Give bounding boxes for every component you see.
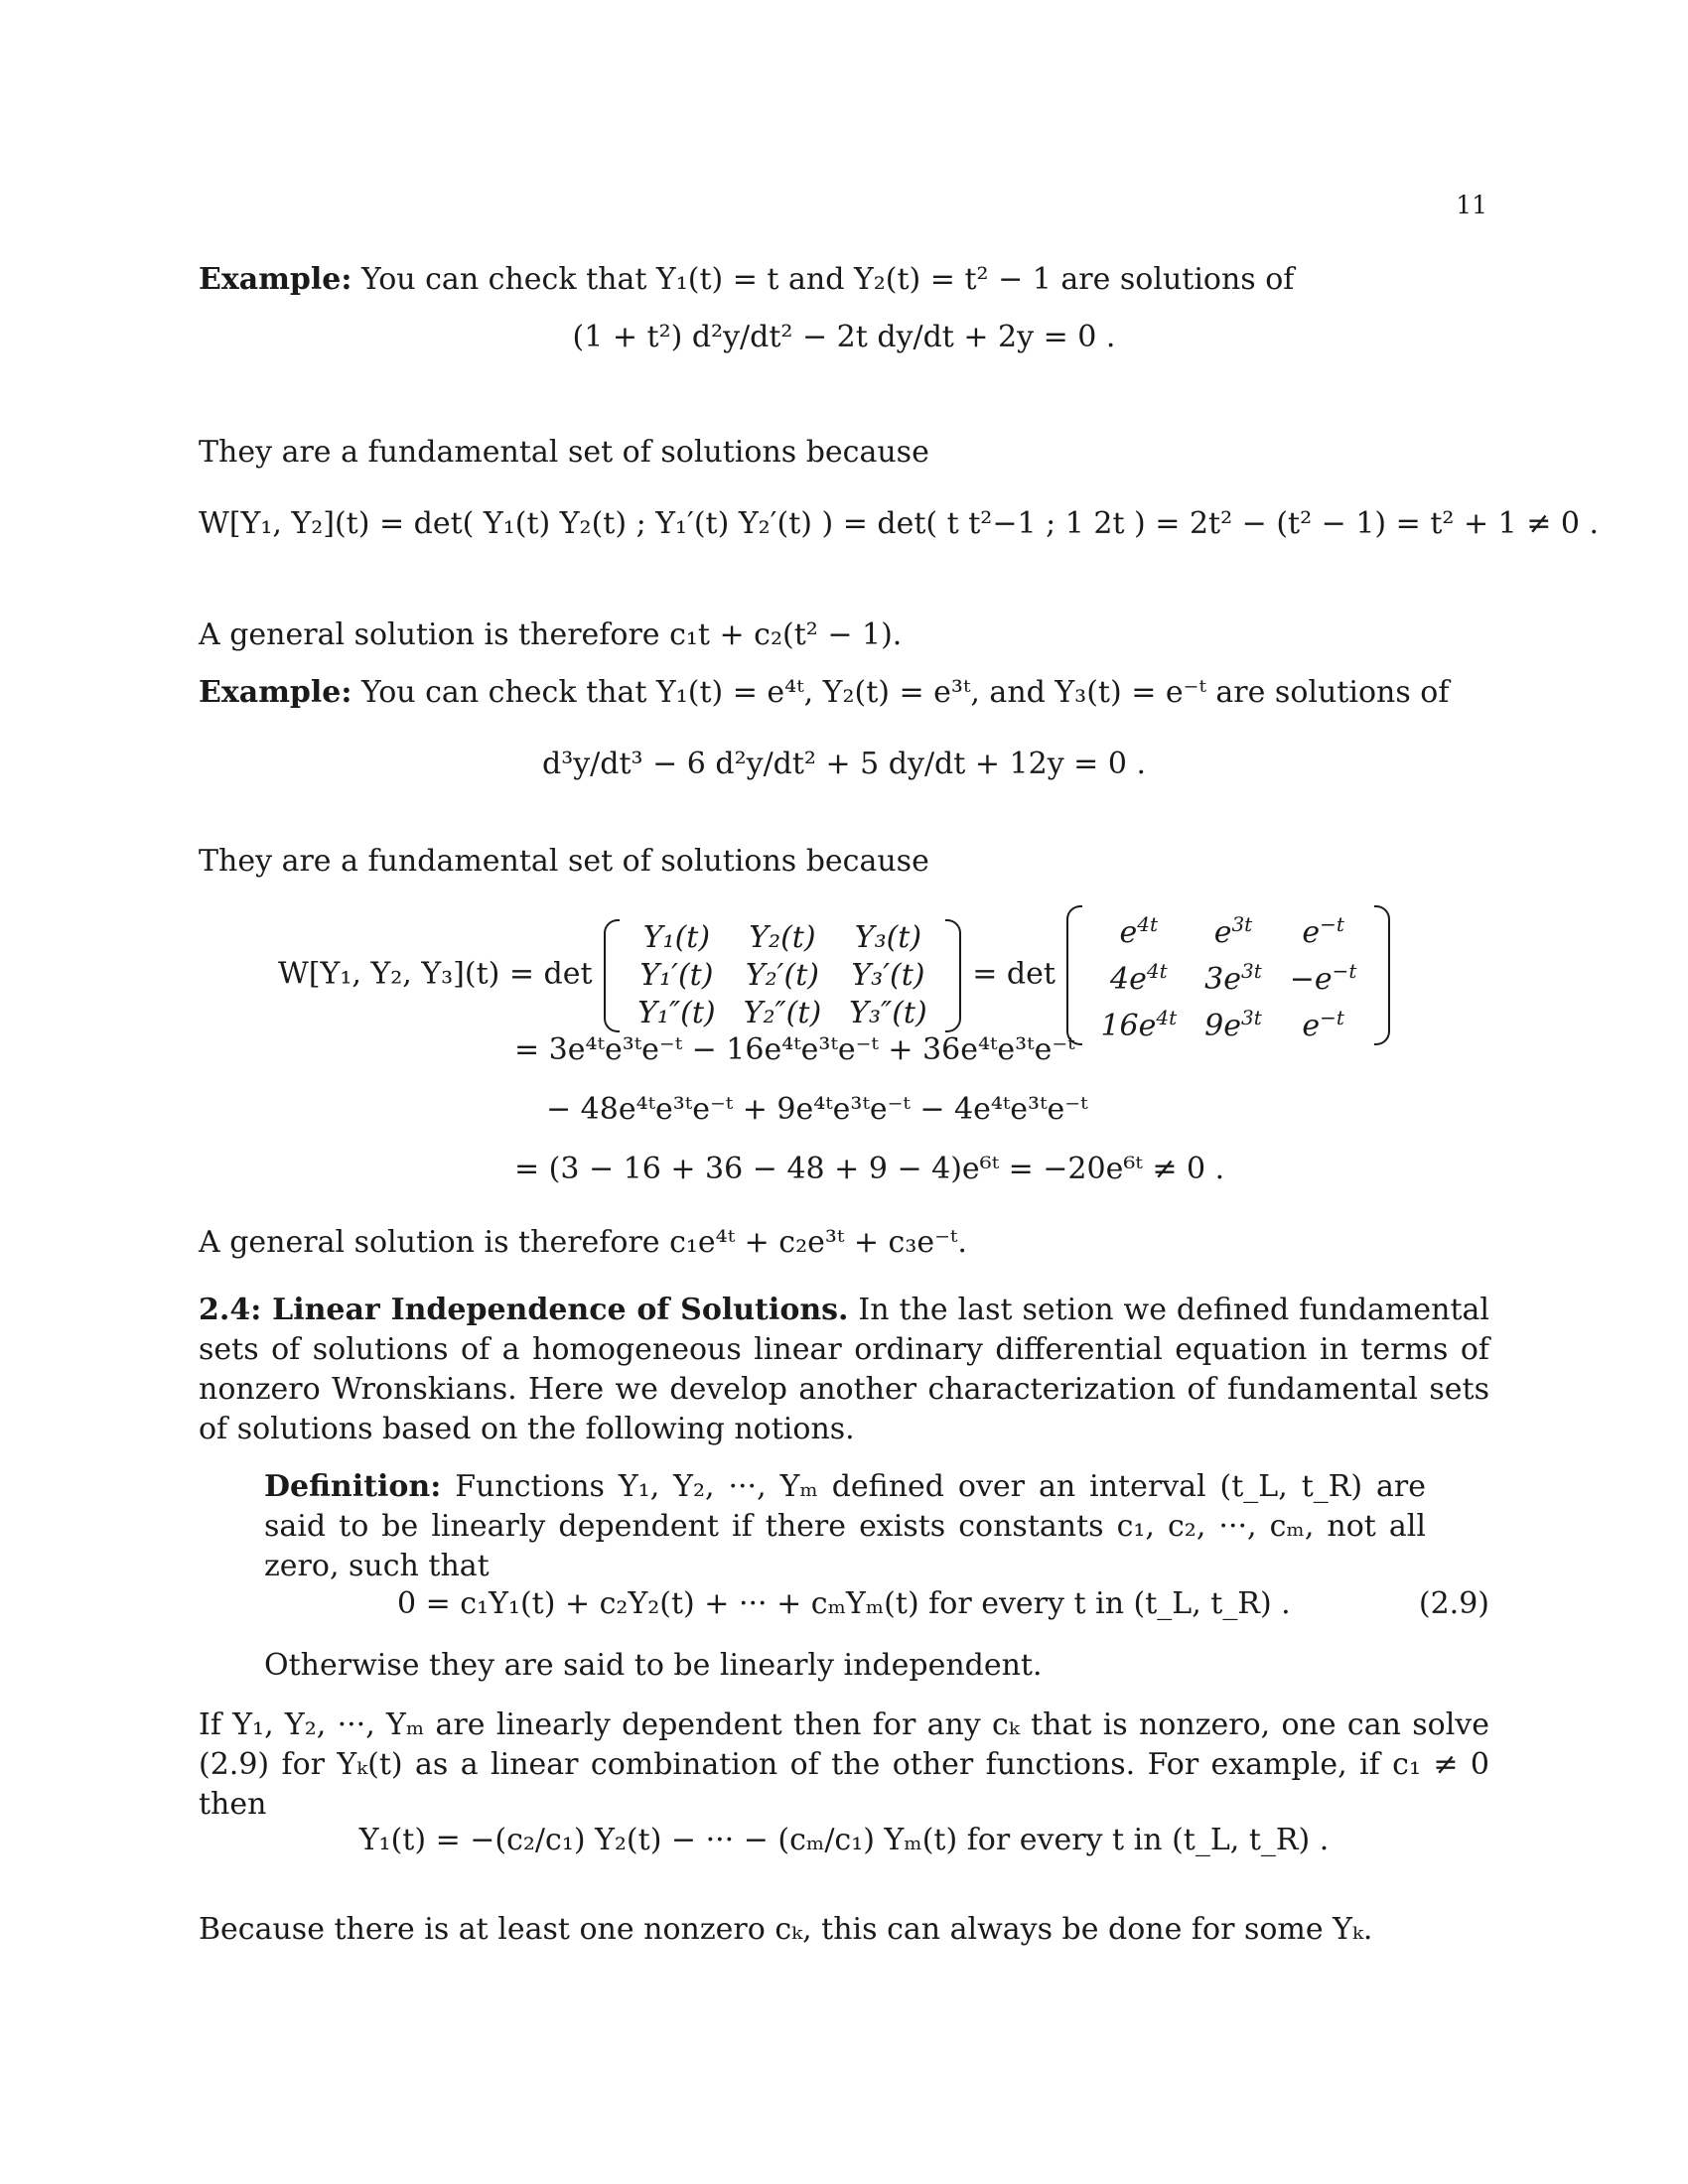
- example1-wronskian: [199, 506, 1600, 541]
- equation-2-9: [397, 1586, 1489, 1621]
- example1-text: You can check that Y₁(t) = t and Y₂(t) = t² − 1 are solutions of: [361, 262, 1295, 297]
- example1-fundamental: They are a fundamental set of solutions because: [199, 435, 929, 470]
- example1-general: A general solution is therefore c₁t + c₂(t² − 1).: [199, 617, 903, 652]
- example1-ode-text: (1 + t²) d²y/dt² − 2t dy/dt + 2y = 0 .: [572, 320, 1116, 354]
- solve-equation: [199, 1823, 1489, 1857]
- definition: [264, 1467, 1426, 1586]
- definition-otherwise: Otherwise they are said to be linearly independent.: [264, 1648, 1043, 1683]
- example2-expansion-line2: − 48e⁴ᵗe³ᵗe⁻ᵗ + 9e⁴ᵗe³ᵗe⁻ᵗ − 4e⁴ᵗe³ᵗe⁻ᵗ: [546, 1092, 1088, 1127]
- wronskian-numeric-matrix: $e^{4t}$ $e^{3t}$ $e^{-t}$ $4e^{4t}$ $3e^{3t}$ $-e^{-t}$ $16e^{4t}$ $9e^{3t}$ $e^{-t}$: [1064, 905, 1392, 1045]
- example2-expansion-line1: = 3e⁴ᵗe³ᵗe⁻ᵗ − 16e⁴ᵗe³ᵗe⁻ᵗ + 36e⁴ᵗe³ᵗe⁻ᵗ: [514, 1032, 1075, 1067]
- equation-2-9-number: (2.9): [1418, 1586, 1489, 1621]
- solve-equation-text: Y₁(t) = −(c₂/c₁) Y₂(t) − ··· − (cₘ/c₁) Yₘ(t) for every t in (t_L, t_R) .: [358, 1823, 1330, 1857]
- example2-wronskian-lhs: W[Y₁, Y₂, Y₃](t) = det: [278, 956, 593, 992]
- example2-wronskian: W[Y₁, Y₂, Y₃](t) = det Y₁(t) Y₂(t) Y₃(t) Y₁′(t) Y₂′(t) Y₃′(t) Y₁″(t) Y₂″(t) Y₃″(t) = det $e^{4t}$ $e^{3t}$ $e^{-t}$ $4e^{4t}$ $3e^{3t}$ $-e^{-t}$ $16e^{4t}$ $9e^{3t}$ $e^{-t}$: [278, 905, 1470, 1045]
- example2-ode-text: d³y/dt³ − 6 d²y/dt² + 5 dy/dt + 12y = 0 .: [541, 747, 1147, 781]
- example2-label: Example:: [199, 675, 352, 710]
- section-2-4: [199, 1291, 1489, 1449]
- example1-wronskian-text: W[Y₁, Y₂](t) = det( Y₁(t) Y₂(t) ; Y₁′(t) Y₂′(t) ) = det( t t²−1 ; 1 2t ) = 2t² − (t² − 1) = t² + 1 ≠ 0 .: [199, 506, 1600, 541]
- example2-fundamental: They are a fundamental set of solutions because: [199, 844, 929, 879]
- wronskian-symbolic-matrix: Y₁(t) Y₂(t) Y₃(t) Y₁′(t) Y₂′(t) Y₃′(t) Y₁″(t) Y₂″(t) Y₃″(t): [602, 919, 963, 1032]
- page-number: 11: [1456, 191, 1487, 219]
- equation-2-9-text: 0 = c₁Y₁(t) + c₂Y₂(t) + ··· + cₘYₘ(t) for every t in (t_L, t_R) .: [397, 1586, 1291, 1621]
- example1-label: Example:: [199, 262, 352, 297]
- definition-label: Definition:: [264, 1469, 442, 1504]
- example2-expansion-line3: = (3 − 16 + 36 − 48 + 9 − 4)e⁶ᵗ = −20e⁶ᵗ ≠ 0 .: [514, 1152, 1225, 1186]
- example2-ode: [199, 747, 1489, 781]
- example2-text: You can check that Y₁(t) = e⁴ᵗ, Y₂(t) = e³ᵗ, and Y₃(t) = e⁻ᵗ are solutions of: [361, 675, 1450, 710]
- closing-paragraph: Because there is at least one nonzero cₖ, this can always be done for some Yₖ.: [199, 1912, 1373, 1947]
- example1-intro: [199, 260, 1489, 300]
- section-title: 2.4: Linear Independence of Solutions.: [199, 1293, 849, 1327]
- example1-ode: [199, 320, 1489, 354]
- dependence-paragraph: If Y₁, Y₂, ···, Yₘ are linearly dependent then for any cₖ that is nonzero, one can solve (2.9) for Yₖ(t) as a linear combination of the other functions. For example, if c₁ ≠ 0 then: [199, 1707, 1489, 1822]
- definition-text: Functions Y₁, Y₂, ···, Yₘ defined over an interval (t_L, t_R) are said to be linearly dependent if there exists constants c₁, c₂, ···, cₘ, not all zero, such that: [264, 1469, 1426, 1583]
- section-text: In the last setion we defined fundamental sets of solutions of a homogeneous linear ordinary differential equation in terms of nonzero Wronskians. Here we develop another characterization of fundamental sets of solutions based on the following notions.: [199, 1293, 1489, 1446]
- example2-general: A general solution is therefore c₁e⁴ᵗ + c₂e³ᵗ + c₃e⁻ᵗ.: [199, 1225, 967, 1260]
- example2-intro: [199, 673, 1489, 713]
